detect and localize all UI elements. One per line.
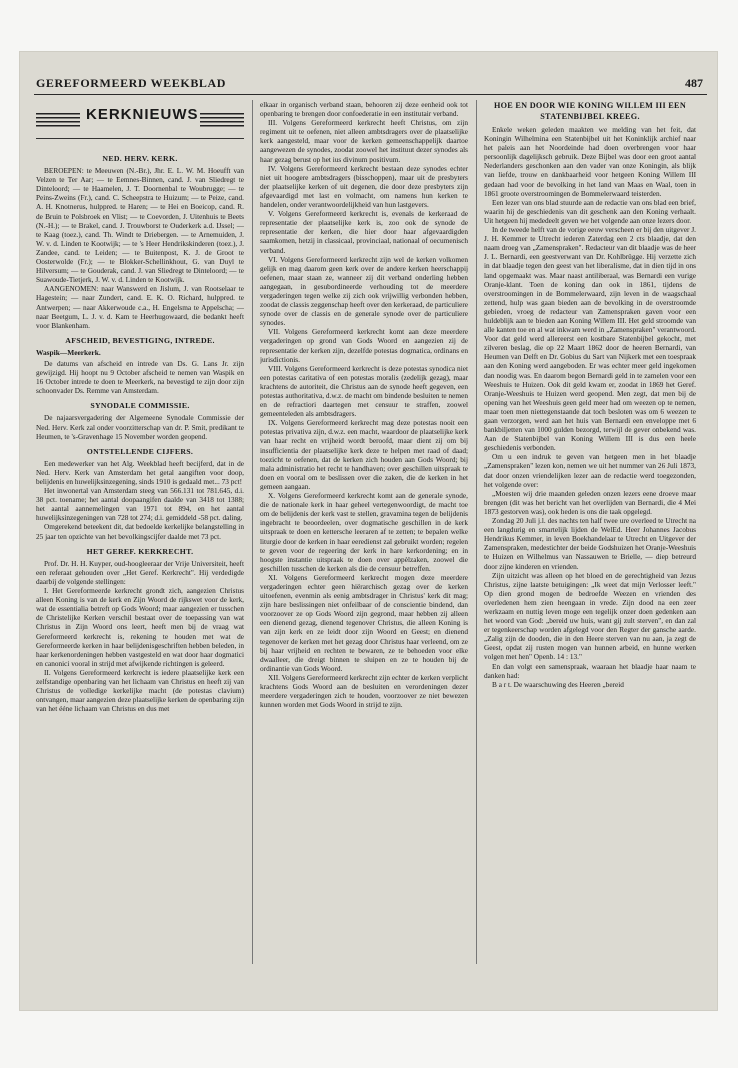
paragraph-beroepen: BEROEPEN: te Meeuwen (N.-Br.), Jhr. E. L. W. M. Hoeufft van Velzen te Ter Aar; — te Eemnes-Binnen, cand. J. van Sliedregt te Dinteloord; — te Haamelen, J. T. Doornenbal te Woubrugge; — te Peins-Zweins (Fr.), cand. C. Scheepstra te Huizum; — te Peize, cand. A. H. Knotnerus, hulppred. te Haren; — te Hei en Boeicop, cand. R. de Bruin te Polsbroek en Vlist; — te Coevorden, J. Uitenhuis te Beets (N.-H.); — te Brakel, cand. J. Trouwborst te Ouderkerk a.d. IJssel; — te Kaag (toez.), cand. Th. Windt te Driebergen. — te Arnemuiden, J. W. v. d. Linden te Kootwijk; — te 's Heer Hendrikskinderen (toez.), J. Zandee, cand. te Leiden; — te Buitenpost, K. J. de Groot te Oosterwolde (Fr.); — te Blokker-Schellinkhout, G. van Duyl te Hilversum; — te Gouderak, cand. J. van Sliedregt te Dinteloord; — te Suawoude-Tietjerk, J. W. v. d. Linden te Kootwijk. xyxy=(36,166,244,285)
paragraph-cijfers-2: Het inwonertal van Amsterdam steeg van 566.131 tot 781.645, d.i. 38 pct. toename; het aantal doopaangifen daalde van 3418 tot 1388; het aantal aannemelingen van 1971 tot 894, en het aantal huwelijksinzegeningen van 728 tot 274; d.i. gemiddeld -58 pct. daling. xyxy=(36,486,244,523)
banner-ornament-right xyxy=(200,113,244,129)
newspaper-page xyxy=(20,52,717,1010)
paragraph-stelling-8: VIII. Volgens Gereformeerd kerkrecht is deze potestas synodica niet een potestas caritativa of een potestas moralis (zedelijk gezag), maar krachtens de autoriteit, die Christus aan de synode heeft gegeven, een potestas authoritativa, d.w.z. de macht om bindende besluiten te nemen en de refractiori daartegen met censuur te straffen, zoowel gemeenteleden als ambtsdragers. xyxy=(260,363,468,419)
section-banner-title: KERKNIEUWS xyxy=(86,106,199,123)
paragraph-statenbijbel-4: Om u een indruk te geven van hetgeen men in het blaadje „Zamenspraken" lezen kon, nemen we uit het nummer van 26 Juli 1873, dat door onzen vriendelijken lezer aan de redactie werd toegezonden, het volgende over: xyxy=(484,452,696,489)
paragraph-statenbijbel-1: Enkele weken geleden maakten we melding van het feit, dat Koningin Wilhelmina een Statenbijbel uit het Koninklijk archief naar het paleis aan het Noordeinde had doen overbrengen voor haar persoonlijk dagelijksch gebruik. Deze Bijbel was door een groot aantal Nederlanders geschonken aan den vader van onze Koningin, als blijk van liefde, trouw en dankbaarheid voor hetgeen Koning Willem III gedaan had voor de bevolking in het land van Maas en Waal, toen in 1861 groote overstroomingen de Bommelerwaard teisterden. xyxy=(484,125,696,198)
heading-geref-kerkrecht: HET GEREF. KERKRECHT. xyxy=(86,546,194,556)
kerknieuws-banner xyxy=(36,100,244,146)
paragraph-stelling-9: IX. Volgens Gereformeerd kerkrecht mag deze potestas nooit een potestas privativa zijn, d.w.z. een macht, waardoor de plaatselijke kerk van haar recht en vrijheid wordt beroofd, maar dient zij om bij insufficientia der plaatselijke kerk deze te helpen met raad of daad; toezicht te oefenen, dat de kerken zich houden aan Gods Woord; bij mala administratio het recht te handhaven; over geschillen uitspraak te doen en vooral om te beslissen over die zaken, die de kerken in het gemeen aangaan. xyxy=(260,418,468,491)
heading-ned-herv-kerk: NED. HERV. KERK. xyxy=(102,154,178,163)
scanned-page xyxy=(20,52,717,1010)
paragraph-stelling-3: III. Volgens Gereformeerd kerkrecht heeft Christus, om zijn regiment uit te oefenen, niet alleen ambtsdragers over de plaatselijke kerk aangesteld, maar voor de kerken gemeenschappelijk daartoe aangewezen de synodes, zoodat zoowel het instituut dezer synodes als haar gezag berust op het ius divinum positivum. xyxy=(260,118,468,164)
paragraph-stelling-11: XI. Volgens Gereformeerd kerkrecht mogen deze meerdere vergaderingen echter geen hiërarchisch gezag over de kerken uitoefenen, evenmin als eenig ambtsdrager in Christus' kerk dit mag; zijn hare beslissingen niet onfeilbaar of de conscientie bindend, dan voorzoover ze op Gods Woord zijn gegrond, maar hebben zij alleen een dienend gezag, dienend tegenover Christus, die alleen Koning is van zijn kerk en ze leidt door zijn Woord en Geest; en dienend tegenover de kerken met het gezag door Christus haar verleend, om ze bij haar vrijheid en rechten te bewaren, ze te behoeden voor elke dwaalleer, die dreigt binnen te sluipen en ze te houden bij de ordinantie van Gods Woord. xyxy=(260,572,468,673)
publication-title: GEREFORMEERD WEEKBLAD xyxy=(36,76,227,90)
paragraph-stelling-4: IV. Volgens Gereformeerd kerkrecht bestaan deze synodes echter niet uit hoogere ambtsdragers (bisschoppen), maar uit de presbyters der plaatselijke kerken of uit degenen, die door deze presbyters zijn afgevaardigd met last en volmacht, om namens hun kerken te handelen, onder verantwoordelijkheid van hun lastgevers. xyxy=(260,163,468,210)
paragraph-statenbijbel-9: B a r t. De waarschuwing des Heeren „bereid xyxy=(492,679,624,689)
paragraph-stelling-6: VI. Volgens Gereformeerd kerkrecht zijn wel de kerken volkomen gelijk en mag daarom geen kerk over de andere kerken heerschappij oefenen, maar staan ze, wanneer zij dit verband onderling hebben aangegaan, in gesubordineerde verhouding tot de meerdere vergaderingen tegen welke zij zich ook vrijwillig verbonden hebben, zoodat de classis zeggenschap heeft over den kerkeraad, de particuliere synode over de classis en de generale synode over de particuliere synodes. xyxy=(260,254,468,328)
heading-ontstellende-cijfers: ONTSTELLENDE CIJFERS. xyxy=(86,446,194,456)
paragraph-cijfers-1: Een medewerker van het Alg. Weekblad heeft becijferd, dat in de Ned. Herv. Kerk van Amsterdam het getal aangiften voor doop, belijdenis en huwelijksinzegening, sinds 1910 is gedaald met... 73 pct! xyxy=(36,458,244,486)
paragraph-aangenomen: AANGENOMEN: naar Wanswerd en Jislum, J. van Rootselaar te Hagestein; — naar Zundert, cand. E. K. O. Richard, hulppred. te Antwerpen; — naar Akkerwoude c.a., H. Engelsma te Appelscha; — naar Beetgum, L. J. v. d. Kam te Heerhugowaard, die bedankt heeft voor Blankenham. xyxy=(36,284,244,330)
paragraph-statenbijbel-8: En dan volgt een samenspraak, waaraan het blaadje haar naam te danken had: xyxy=(484,661,696,680)
banner-ornament-left xyxy=(36,113,80,129)
banner-rule xyxy=(36,138,244,139)
paragraph-stelling-7: VII. Volgens Gereformeerd kerkrecht komt aan deze meerdere vergaderingen op grond van Gods Woord en aangezien zij de representatie der kerken zijn, dezelfde potestas dogmatica, ordinans en jurisdictionis. xyxy=(260,327,468,364)
paragraph-stelling-5: V. Volgens Gereformeerd kerkrecht is, evenals de kerkeraad de representatie der plaatselijke kerk is, zoo ook de synode de representatie der kerken, die hier door haar afgevaardigden saamkomen, hetzij in classicaal, provinciaal, nationaal of oecumenisch verband. xyxy=(260,209,468,255)
paragraph-stelling-2-cont: elkaar in organisch verband staan, behooren zij deze eenheid ook tot openbaring te brengen door confoederatie in een institutair verband. xyxy=(260,100,468,119)
paragraph-stelling-1: I. Het Gereformeerde kerkrecht grondt zich, aangezien Christus alleen Koning is van de kerk en Zijn Woord de rijkswet voor de kerk, wat de essentialia betreft op Gods Woord; maar aangezien er tusschen de Christelijke Kerken verschil bestaat over de toepassing van wat Christus in Zijn Woord ons leert, heeft men bij de vraag wat Gereformeerd kerkrecht is, rekening te houden met wat de Gereformeerde kerken in haar belijdenisgeschriften hebben beleden, in haar kerkenordeningen hebben vastgesteld en wat door haar dogmatici en canonici vooral in strijd met afwijkende richtingen is geleerd. xyxy=(36,586,244,668)
page-number: 487 xyxy=(685,76,703,90)
paragraph-stelling-12: XII. Volgens Gereformeerd kerkrecht zijn echter de kerken verplicht krachtens Gods Woord aan de besluiten en verordeningen dezer meerdere vergaderingen zich te houden, voorzoover ze niet bewezen kunnen worden met Gods Woord in strijd te zijn. xyxy=(260,672,468,710)
paragraph-waspik: De datums van afscheid en intrede van Ds. G. Lans Jr. zijn gewijzigd. Hij hoopt nu 9 October afscheid te nemen van Waspik en 16 October intrede te doen te Meerkerk, na bevestigd te zijn door zijn schoonvader Ds. Remme van Amsterdam. xyxy=(36,358,244,396)
paragraph-synodale: De najaarsvergadering der Algemeene Synodale Commissie der Ned. Herv. Kerk zal onder voorzitterschap van dr. P. Smit, predikant te Heumen, te 's-Gravenhage 15 November worden geopend. xyxy=(36,413,244,441)
heading-synodale-commissie: SYNODALE COMMISSIE. xyxy=(90,401,190,411)
paragraph-statenbijbel-5: „Moesten wij drie maanden geleden onzen lezers eene droeve maar brengen (dit was het bericht van het overlijden van Bernardi, die 4 Mei 1873 gestorven was), ook heden is ons die taak opgelegd. xyxy=(484,488,696,516)
column-2 xyxy=(260,100,468,992)
paragraph-statenbijbel-6: Zondag 20 Juli j.l. des nachts ten half twee ure overleed te Utrecht na een langdurig en smartelijk lijden de WelEd. Heer Johannes Jacobus Hendrikus Kemmer, in leven Boekhandelaar te Utrecht en Uitgever der Zamenspraken, medestichter der beide Godshuizen het Oranje-Weeshuis te Huizen en Wilhelmus van Nassauwen te Brielle, — diep betreurd door zijne kinderen en vrienden. xyxy=(484,516,696,571)
header-rule xyxy=(34,94,707,95)
column-divider xyxy=(476,100,477,964)
column-divider xyxy=(252,100,253,964)
heading-afscheid: AFSCHEID, BEVESTIGING, INTREDE. xyxy=(65,335,215,345)
article-heading-statenbijbel: HOE EN DOOR WIE KONING WILLEM III EEN STATENBIJBEL KREEG. xyxy=(493,101,687,121)
column-3 xyxy=(484,100,696,992)
paragraph-statenbijbel-2: Een lezer van ons blad stuurde aan de redactie van ons blad een brief, waarin hij de geschiedenis van dit geschenk aan den Koning verhaalt. Uit hetgeen hij mededeelt geven we het volgende aan onze lezers door. xyxy=(484,197,696,225)
subheading-waspik: Waspik—Meerkerk. xyxy=(36,347,101,357)
paragraph-cijfers-3: Omgerekend beteekent dit, dat bedoelde kerkelijke belangstelling in 25 jaar ten opzichte van het bevolkingscijfer daalde met 73 pct. xyxy=(36,522,244,541)
paragraph-stelling-10: X. Volgens Gereformeerd kerkrecht komt aan de generale synode, die de nationale kerk in haar geheel vertegenwoordigt, de macht toe om de belijdenis der kerk vast te stellen, gravamina tegen de belijdenis ingebracht te beoordeelen, over dogmatische geschillen in de kerk uitspraak te doen en kettersche leeraren af te zetten; te bepalen welke liturgie door de kerken in haar eeredienst zal gebruikt worden; regelen te geven voor de regeering der kerk in hare kerkordening; en in hoogste instantie uitspraak te doen over appèlzaken, zoowel die geschillen tusschen de kerken als die de censuur betreffen. xyxy=(260,491,468,573)
paragraph-statenbijbel-3: In de tweede helft van de vorige eeuw verscheen er bij den uitgever J. J. H. Kemmer te Utrecht iederen Zaterdag een 2 cts blaadje, dat den naam droeg van „Zamenspraken". Redacteur van dit blaadje was de heer J. L. Bernardi, een geestverwant van Dr. Kohlbrügge. Hij verzette zich in dat blaadje tegen den geest van het liberalisme, dat in dien tijd in ons land opgemaakt was. Maar naast antiliberaal, was Bernardi een vurige Oranje-klant. Toen de koning dan ook in 1861, tijdens de overstroomingen in de Bommelerwaard, zijn leven in de waagschaal zettend, hulp was gaan bieden aan de bevolking in de overstroomde gebieden, vroeg de redacteur van Zamenspraken gaven voor een huldeblijk aan te bieden aan Koning Willem III. Het geld stroomde van alle kanten toe en al wat inkwam werd in „Zamenspraken" verantwoord. Voor dat geld werd allereerst een kostbare Statenbijbel gekocht, met zilveren beslag, die op 22 Maart 1862 door de heeren Bernardi, van Heumen van Delft en Dr. Gobius du Sart van Nijkerk met een toespraak aan den Koning werd aangeboden. Er was echter meer geld ingekomen dan noodig was. En daarom begon Bernardi geld in te zamelen voor een Weeshuis te Huizen. Ook dit geld kwam er, zoodat in 1869 het Geref. Oranje-Weeshuis te Huizen werd geopend. Men zegt, dat men bij de opening van het Weeshuis geen geld meer had om weezen op te nemen, maar toen men niettegenstaande dat toch besloten was om 6 weezen te gaan verzorgen, werd aan het huis van Bernardi een enveloppe met 6 bankbiljetten van 1000 gulden bezorgd, terwijl de gever onbekend was. Aan de Statenbijbel van Koning Willem III is dus een heele geschiedenis verbonden. xyxy=(484,225,696,453)
paragraph-statenbijbel-7: Zijn uitzicht was alleen op het bloed en de gerechtigheid van Jezus Christus, zijne laatste betuigingen: „Ik weet dat mijn Verlosser leeft." Op dien grond mogen de bedroefde Weezen en vrienden des overledenen hem zien heengaan in vrede. Zijn dood na een zeer werkzaam en nuttig leven moge een tegelijk onzer doen gedenken aan het woord van God: „bereid uw huis, want gij zult sterven", en dan zal er tegenkeerschap worden afgelegd voor den Regter der gansche aarde. „Zalig zijn de dooden, die in den Heere sterven van nu aan, ja zegt de Geest, opdat zij rusten mogen van hunnen arbeid, en hunne werken volgen met hen" Openb. 14 : 13." xyxy=(484,570,696,662)
paragraph-stelling-2: II. Volgens Gereformeerd kerkrecht is iedere plaatselijke kerk een zelfstandige openbaring van het lichaam van Christus en heeft zij van Christus de volledige kerkelijke macht (de potestas clavium) ontvangen, maar aangezien deze plaatselijke kerken de openbaring zijn van het ééne lichaam van Christus en dus met xyxy=(36,667,244,714)
paragraph-geref-intro: Prof. Dr. H. H. Kuyper, oud-hoogleeraar der Vrije Universiteit, heeft een referaat gehouden over „Het Geref. Kerkrecht". Hij verdedigde daarbij de volgende stellingen: xyxy=(36,558,244,586)
column-1 xyxy=(36,100,244,968)
